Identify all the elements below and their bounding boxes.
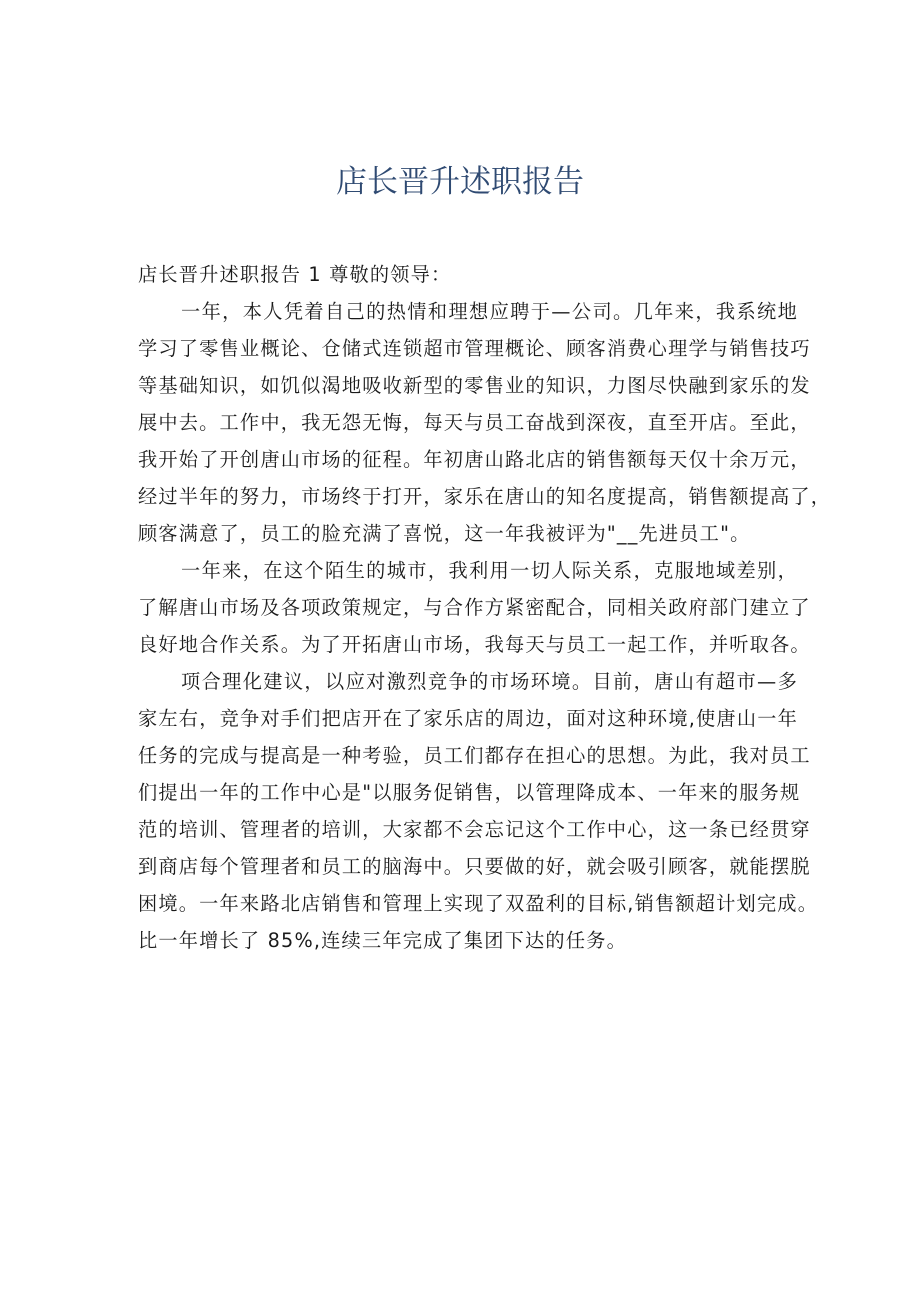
paragraph-2-line: 良好地合作关系。为了开拓唐山市场，我每天与员工一起工作，并听取各。: [138, 633, 811, 656]
document-body: [138, 256, 832, 959]
paragraph-1-line: 等基础知识，如饥似渴地吸收新型的零售业的知识，力图尽快融到家乐的发: [138, 374, 811, 397]
paragraph-1-line: 学习了零售业概论、仓储式连锁超市管理概论、顾客消费心理学与销售技巧: [138, 337, 811, 360]
paragraph-3-line: 困境。一年来路北店销售和管理上实现了双盈利的目标,销售额超计划完成。: [138, 892, 819, 915]
paragraph-1-line: 顾客满意了，员工的脸充满了喜悦，这一年我被评为"__先进员工"。: [138, 522, 751, 545]
paragraph-3-line: 家左右，竞争对手们把店开在了家乐店的周边，面对这种环境,使唐山一年: [138, 707, 798, 730]
document-title: 店长晋升述职报告: [336, 164, 584, 200]
paragraph-1-line: 展中去。工作中，我无怨无悔，每天与员工奋战到深夜，直至开店。至此，: [138, 411, 811, 434]
paragraph-2-line: 一年来，在这个陌生的城市，我利用一切人际关系，克服地域差别，: [181, 559, 798, 582]
paragraph-3-line: 比一年增长了 85%,连续三年完成了集团下达的任务。: [138, 929, 627, 952]
paragraph-1-line: 我开始了开创唐山市场的征程。年初唐山路北店的销售额每天仅十余万元，: [138, 448, 811, 471]
paragraph-3-line: 项合理化建议，以应对激烈竞争的市场环境。目前，唐山有超市—多: [181, 670, 798, 693]
paragraph-3-line: 到商店每个管理者和员工的脑海中。只要做的好，就会吸引顾客，就能摆脱: [138, 855, 811, 878]
paragraph-3-line: 任务的完成与提高是一种考验，员工们都存在担心的思想。为此，我对员工: [138, 744, 811, 767]
paragraph-3-line: 范的培训、管理者的培训，大家都不会忘记这个工作中心，这一条已经贯穿: [138, 818, 811, 841]
paragraph-3-line: 们提出一年的工作中心是"以服务促销售，以管理降成本、一年来的服务规: [138, 781, 801, 804]
paragraph-1-line: 一年，本人凭着自己的热情和理想应聘于—公司。几年来，我系统地: [181, 300, 798, 323]
salutation-line: 店长晋升述职报告 1 尊敬的领导：: [138, 263, 452, 286]
paragraph-2-line: 了解唐山市场及各项政策规定，与合作方紧密配合，同相关政府部门建立了: [138, 596, 811, 619]
paragraph-1-line: 经过半年的努力，市场终于打开，家乐在唐山的知名度提高，销售额提高了，: [138, 485, 832, 508]
